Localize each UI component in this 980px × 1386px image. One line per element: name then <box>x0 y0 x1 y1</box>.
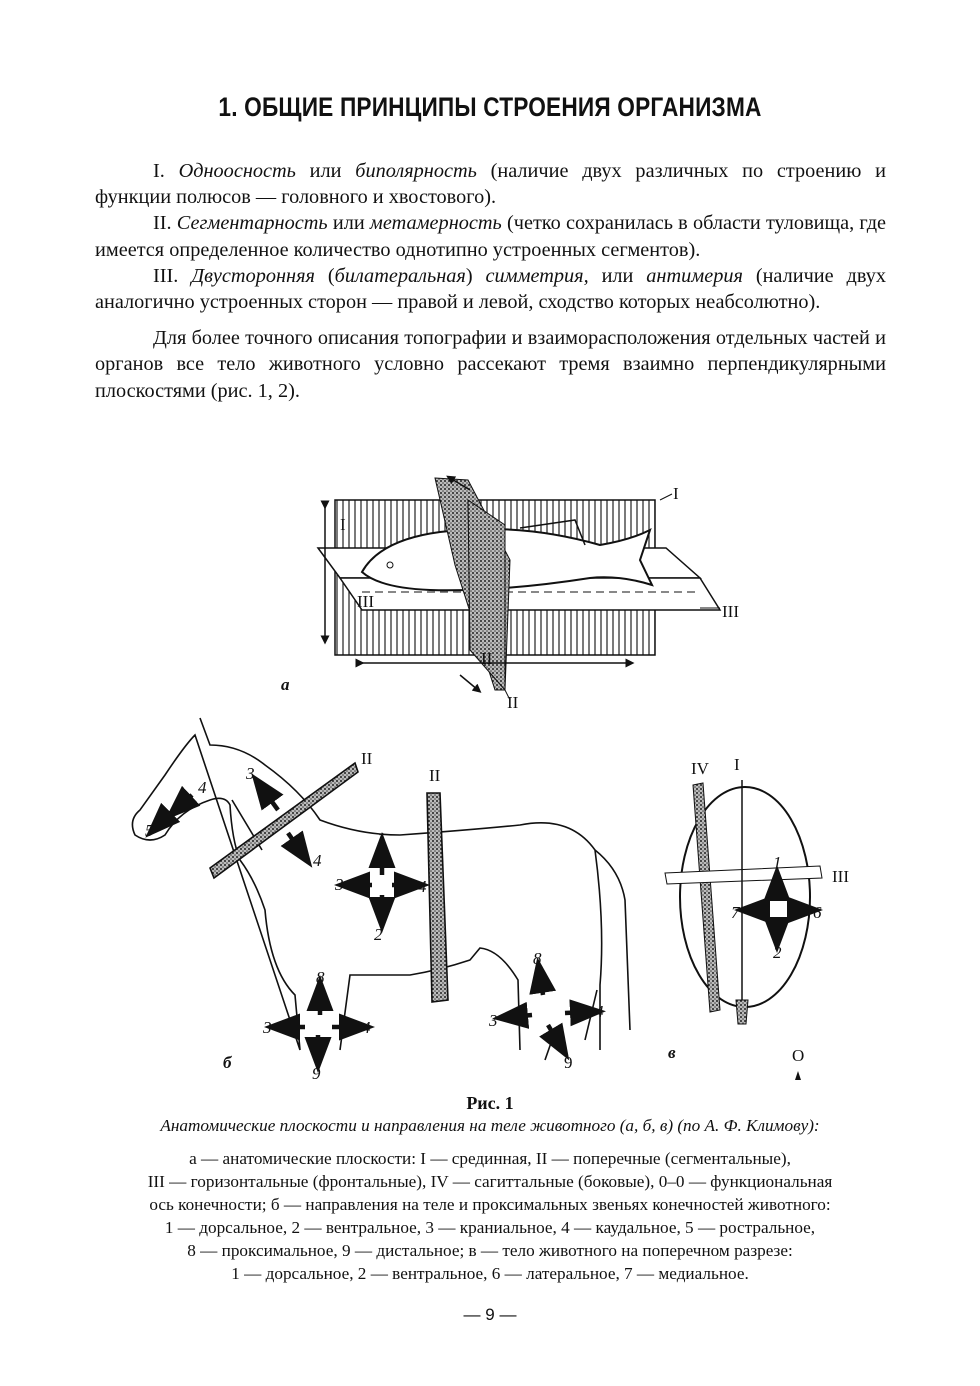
figure-a-fish-planes <box>318 478 720 700</box>
direction-label: 3 <box>489 1011 498 1030</box>
plane-label: III <box>722 602 739 621</box>
term: симметрия, <box>485 264 589 287</box>
plane-label: III <box>832 867 849 886</box>
direction-label: 2 <box>374 925 383 944</box>
direction-label: 3 <box>246 764 255 783</box>
direction-label: 4 <box>198 778 207 797</box>
plane-label: IV <box>691 759 709 778</box>
figure-b-horse <box>132 718 630 1060</box>
definition: (наличие двух аналогично устроенных сторон — правой и левой, сходство которых неабсолютно). <box>95 264 886 314</box>
plane-label: III <box>357 592 374 611</box>
direction-label: 1 <box>377 829 386 848</box>
direction-label: 7 <box>731 903 740 922</box>
figure-c-direction-arrows <box>752 883 805 935</box>
direction-label: 9 <box>564 1053 573 1072</box>
definition: (наличие двух различных по строению и функции полюсов — головного и хвостового). <box>95 160 886 209</box>
connector: или <box>295 160 356 182</box>
term: Сегментарность <box>176 212 328 235</box>
caption-line: 8 — проксимальное, 9 — дистальное; в — тело животного на поперечном разрезе: <box>187 1241 793 1260</box>
item-number: II. <box>153 212 177 235</box>
direction-label: 3 <box>263 1018 272 1037</box>
caption-line: 1 — дорсальное, 2 — вентральное, 6 — латеральное, 7 — медиальное. <box>231 1264 749 1283</box>
term: билатеральная <box>334 264 466 287</box>
page-number: — 9 — <box>463 1305 517 1324</box>
connector: или <box>327 212 370 235</box>
term: биполярность <box>355 160 477 182</box>
connector: или <box>588 264 647 287</box>
direction-label: 4 <box>362 1018 371 1037</box>
caption-line: III — горизонтальные (фронтальные), IV — сагиттальные (боковые), 0–0 — функциональная <box>147 1172 833 1191</box>
item-number: III. <box>153 264 192 287</box>
panel-label-a: а <box>281 675 290 694</box>
figure-caption-body <box>60 1147 920 1285</box>
paragraph-4: Для более точного описания топографии и взаиморасположения отдельных частей и органов все тело животного условно рассекают тремя взаимно перпендикулярными плоскостями (рис. 1, 2). <box>95 327 886 402</box>
connector: ( <box>314 264 335 287</box>
term: Одноосность <box>178 160 296 182</box>
direction-label: 3 <box>335 875 344 894</box>
figure-caption-title: Рис. 1 <box>466 1093 514 1113</box>
plane-label: II <box>361 749 373 768</box>
direction-label: 8 <box>316 968 325 987</box>
figure-b-direction-arrows <box>158 788 588 1055</box>
definition: (четко сохранилась в области туловища, где имеется определенное количество однотипно устроенных сегментов). <box>95 212 887 261</box>
plane-label: II <box>507 693 519 712</box>
term: антимерия <box>646 264 743 287</box>
figure-caption-subtitle: Анатомические плоскости и направления на теле животного (а, б, в) (по А. Ф. Климову): <box>160 1116 820 1135</box>
plane-label: I <box>340 515 346 534</box>
plane-label: I <box>673 484 679 503</box>
caption-line: ось конечности; б — направления на теле и проксимальных звеньях конечностей животного: <box>149 1195 831 1214</box>
axis-label: O <box>792 1046 805 1065</box>
item-number: I. <box>153 160 179 182</box>
direction-label: 4 <box>313 851 322 870</box>
page-title: 1. ОБЩИЕ ПРИНЦИПЫ СТРОЕНИЯ ОРГАНИЗМА <box>218 92 762 122</box>
plane-label: II <box>481 649 493 668</box>
caption-line: 1 — дорсальное, 2 — вентральное, 3 — краниальное, 4 — каудальное, 5 — ростральное, <box>164 1218 816 1237</box>
direction-label: 6 <box>813 903 822 922</box>
direction-label: 9 <box>312 1064 321 1083</box>
plane-label: I <box>734 755 740 774</box>
term: метамерность <box>369 212 502 235</box>
direction-label: 8 <box>533 949 542 968</box>
direction-label: 2 <box>773 943 782 962</box>
direction-label: 4 <box>595 1002 604 1021</box>
term: Двусторонняя <box>191 264 315 287</box>
caption-line: а — анатомические плоскости: I — срединная, II — поперечные (сегментальные), <box>189 1149 791 1168</box>
direction-label: 5 <box>145 821 154 840</box>
panel-label-c: в <box>668 1043 676 1062</box>
panel-label-b: б <box>223 1053 232 1072</box>
direction-label: 4 <box>418 877 427 896</box>
direction-label: 1 <box>773 853 782 872</box>
figure-c-cross-section <box>665 780 822 1080</box>
connector: ) <box>465 264 486 287</box>
plane-label: II <box>429 766 441 785</box>
